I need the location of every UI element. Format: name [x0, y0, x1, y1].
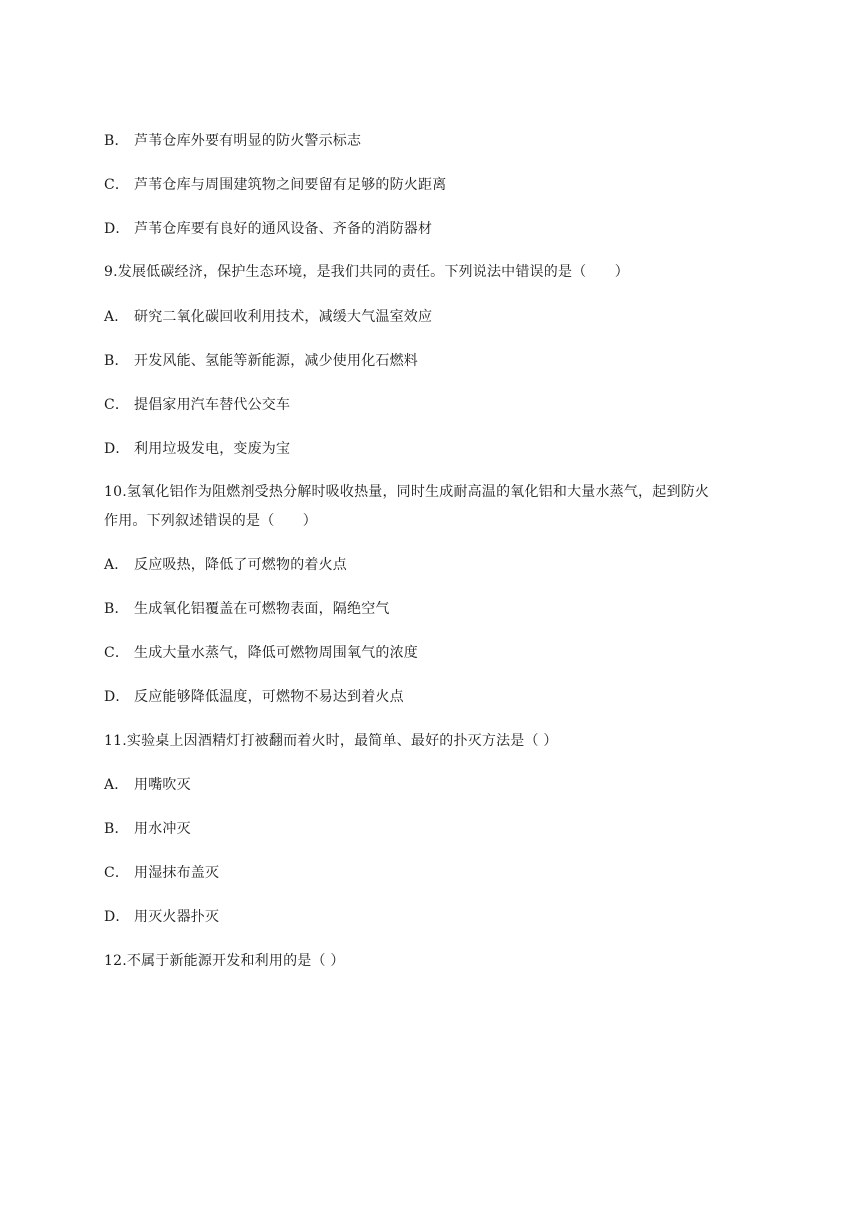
- option-text: 生成大量水蒸气，降低可燃物周围氧气的浓度: [134, 645, 418, 661]
- q12-stem: 12.不属于新能源开发和利用的是（ ）: [104, 953, 345, 969]
- option-text: 反应能够降低温度，可燃物不易达到着火点: [134, 689, 404, 705]
- q10-stem-line1: 10.氢氧化铝作为阻燃剂受热分解时吸收热量，同时生成耐高温的氧化铝和大量水蒸气，起到防火: [104, 484, 710, 500]
- option-letter: A．: [104, 309, 129, 325]
- q11-stem: 11.实验桌上因酒精灯打被翻而着火时，最简单、最好的扑灭方法是（ ）: [104, 733, 558, 749]
- option-letter: A．: [104, 557, 129, 573]
- option-text: 芦苇仓库外要有明显的防火警示标志: [134, 133, 362, 149]
- option-text: 生成氧化铝覆盖在可燃物表面，隔绝空气: [134, 601, 390, 617]
- q11-option-a: [104, 775, 191, 795]
- option-text: 芦苇仓库要有良好的通风设备、齐备的消防器材: [134, 221, 433, 237]
- q9-option-a: [104, 307, 432, 327]
- q10-option-c: [104, 643, 418, 663]
- q11-option-b: [104, 819, 191, 839]
- option-text: 用水冲灭: [134, 821, 191, 837]
- q8-option-d: [104, 219, 432, 239]
- q11-option-c: [104, 863, 219, 883]
- option-text: 用灭火器扑灭: [134, 909, 220, 925]
- option-text: 提倡家用汽车替代公交车: [134, 397, 291, 413]
- option-text: 利用垃圾发电，变废为宝: [134, 441, 291, 457]
- option-letter: D．: [104, 689, 130, 705]
- option-text: 芦苇仓库与周围建筑物之间要留有足够的防火距离: [134, 177, 447, 193]
- q9-option-c: [104, 395, 290, 415]
- q10-option-d: [104, 687, 404, 707]
- option-text: 用湿抹布盖灭: [134, 865, 220, 881]
- option-letter: C．: [104, 397, 130, 413]
- option-text: 用嘴吹灭: [134, 777, 191, 793]
- q10-stem-line2: 作用。下列叙述错误的是（ ）: [104, 513, 317, 529]
- option-letter: B．: [104, 601, 129, 617]
- q9-option-b: [104, 351, 418, 371]
- option-letter: C．: [104, 177, 130, 193]
- option-letter: B．: [104, 353, 129, 369]
- option-text: 反应吸热，降低了可燃物的着火点: [134, 557, 347, 573]
- q8-option-b: [104, 131, 361, 151]
- option-letter: A．: [104, 777, 129, 793]
- q8-option-c: [104, 175, 446, 195]
- option-letter: D．: [104, 441, 130, 457]
- q9-stem: 9.发展低碳经济，保护生态环境，是我们共同的责任。下列说法中错误的是（ ）: [104, 264, 629, 280]
- option-letter: B．: [104, 821, 129, 837]
- q10-option-a: [104, 555, 347, 575]
- option-letter: C．: [104, 865, 130, 881]
- q11-option-d: [104, 907, 219, 927]
- q10-option-b: [104, 599, 390, 619]
- option-letter: D．: [104, 909, 130, 925]
- option-text: 开发风能、氢能等新能源，减少使用化石燃料: [134, 353, 418, 369]
- option-letter: B．: [104, 133, 129, 149]
- option-text: 研究二氧化碳回收利用技术，减缓大气温室效应: [134, 309, 433, 325]
- option-letter: D．: [104, 221, 130, 237]
- option-letter: C．: [104, 645, 130, 661]
- q9-option-d: [104, 439, 290, 459]
